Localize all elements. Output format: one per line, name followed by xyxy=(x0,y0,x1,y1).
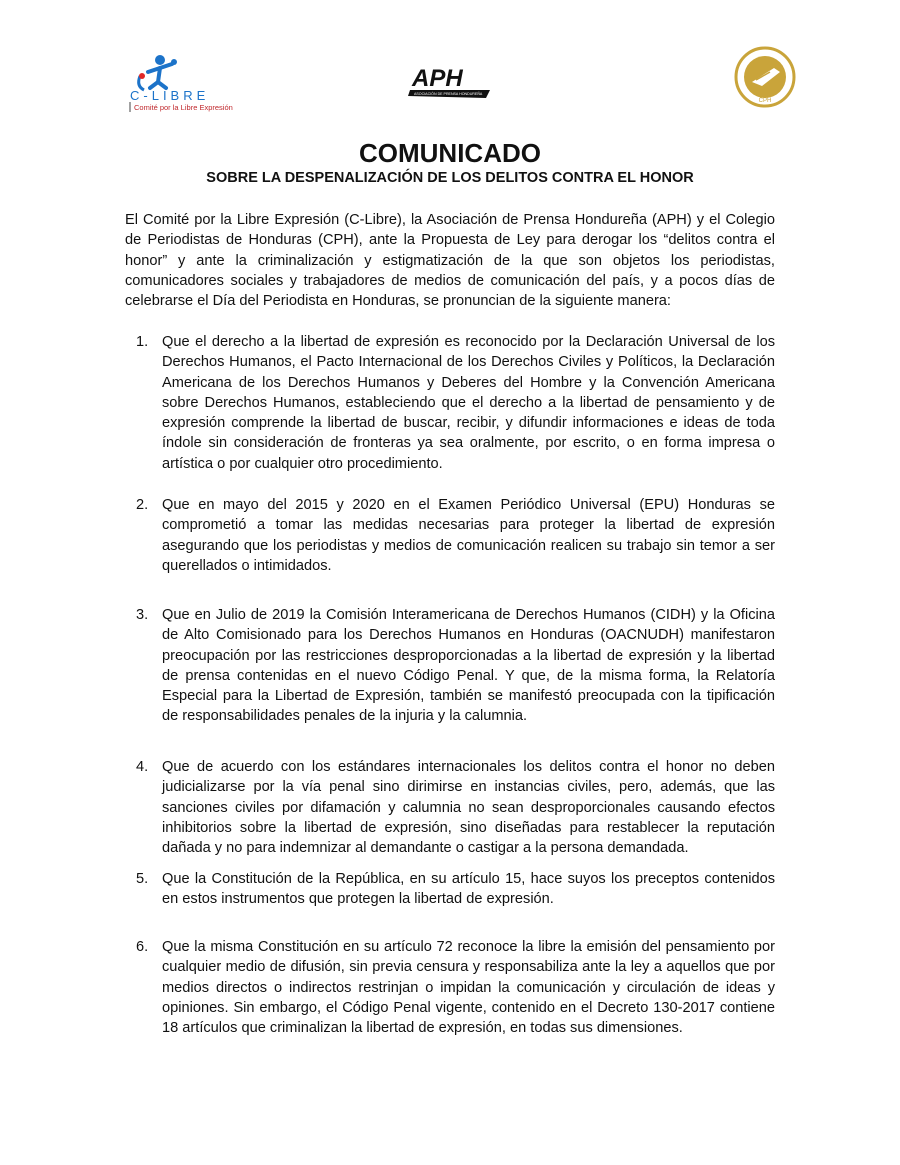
list-item-text: Que de acuerdo con los estándares internacionales los delitos contra el honor no deben judicializarse por la vía penal sino dirimirse en instancias civiles, pero, además, que las sanciones civiles por difamación y calumnia no sean desproporcionales causando efectos inhibitorios sobre la libertad de expresión, sino diseñadas para restablecer la reputación dañada y no para indemnizar al demandante o castigar a la persona demandada. xyxy=(162,759,775,857)
list-item-text: Que en Julio de 2019 la Comisión Interamericana de Derechos Humanos (CIDH) y la Oficina de Alto Comisionado para los Derechos Humanos en Honduras (OACNUDH) manifestaron preocupación por las restricciones desproporcionadas a la libertad de expresión y la libertad de prensa contenidas en el nuevo Código Penal. Y que, de la misma forma, la Relatoría Especial para la Libertad de Expresión, también se manifestó preocupada con la tipificación de responsabilidades penales de la injuria y la calumnia. xyxy=(162,607,775,725)
list-item-number: 4. xyxy=(136,759,149,775)
aph-logo-text: APH xyxy=(412,65,463,92)
list-item-number: 6. xyxy=(136,939,149,955)
list-item-1 xyxy=(125,332,775,474)
list-item-text: Que la misma Constitución en su artículo 72 reconoce la libre la emisión del pensamiento por cualquier medio de difusión, sin previa censura y responsabiliza ante la ley a aquellos que por medios directos o indirectos restrinjan o impidan la comunicación y circulación de ideas y opiniones. Sin embargo, el Código Penal vigente, contenido en el Decreto 130-2017 contiene 18 artículos que criminalizan la libertad de expresión, en todas sus dimensiones. xyxy=(162,939,775,1037)
cph-seal-logo xyxy=(734,46,796,108)
document-title: COMUNICADO xyxy=(359,138,541,168)
list-item-number: 2. xyxy=(136,497,149,513)
list-item-text: Que la Constitución de la República, en su artículo 15, hace suyos los preceptos contenidos en estos instrumentos que protegen la libertad de expresión. xyxy=(162,871,775,908)
clibre-logo-caption: Comité por la Libre Expresión xyxy=(134,103,233,112)
header-logos xyxy=(0,0,900,125)
list-item-4 xyxy=(125,757,775,858)
intro-paragraph: El Comité por la Libre Expresión (C-Libre), la Asociación de Prensa Hondureña (APH) y el Colegio de Periodistas de Honduras (CPH), ante la Propuesta de Ley para derogar los “delitos contra el honor” y ante la criminalización y estigmatización de la que son objetos los periodistas, comunicadores sociales y trabajadores de medios de comunicación del país, y a pocos días de celebrarse el Día del Periodista en Honduras, se pronuncian de la siguiente manera: xyxy=(125,212,775,310)
aph-logo-caption: ASOCIACIÓN DE PRENSA HONDUREÑA xyxy=(414,92,483,96)
list-item-text: Que en mayo del 2015 y 2020 en el Examen Periódico Universal (EPU) Honduras se comprometió a tomar las medidas necesarias para proteger la libertad de expresión asegurando que los periodistas y medios de comunicación realicen su trabajo sin temor a ser querellados o intimidados. xyxy=(162,497,775,574)
list-item-number: 3. xyxy=(136,607,149,623)
list-item-number: 1. xyxy=(136,334,149,350)
cph-logo-text: CPH xyxy=(758,98,772,104)
list-item-3 xyxy=(125,605,775,727)
aph-logo xyxy=(406,60,496,104)
list-item-6 xyxy=(125,937,775,1038)
list-item-2 xyxy=(125,495,775,576)
list-item-5 xyxy=(125,869,775,910)
clibre-logo-text: C-LIBRE xyxy=(130,88,210,103)
list-item-number: 5. xyxy=(136,871,149,887)
clibre-logo xyxy=(128,52,243,114)
document-subtitle: SOBRE LA DESPENALIZACIÓN DE LOS DELITOS CONTRA EL HONOR xyxy=(206,170,694,186)
list-item-text: Que el derecho a la libertad de expresión es reconocido por la Declaración Universal de los Derechos Humanos, el Pacto Internacional de los Derechos Civiles y Políticos, la Declaración Americana de los Derechos Humanos y Deberes del Hombre y la Convención Americana sobre Derechos Humanos, estableciendo que el derecho a la libertad de pensamiento y de expresión comprende la libertad de buscar, recibir, y difundir informaciones e ideas de toda índole sin consideración de fronteras ya sea oralmente, por escrito, o en forma impresa o artística o por cualquier otro procedimiento. xyxy=(162,334,775,472)
